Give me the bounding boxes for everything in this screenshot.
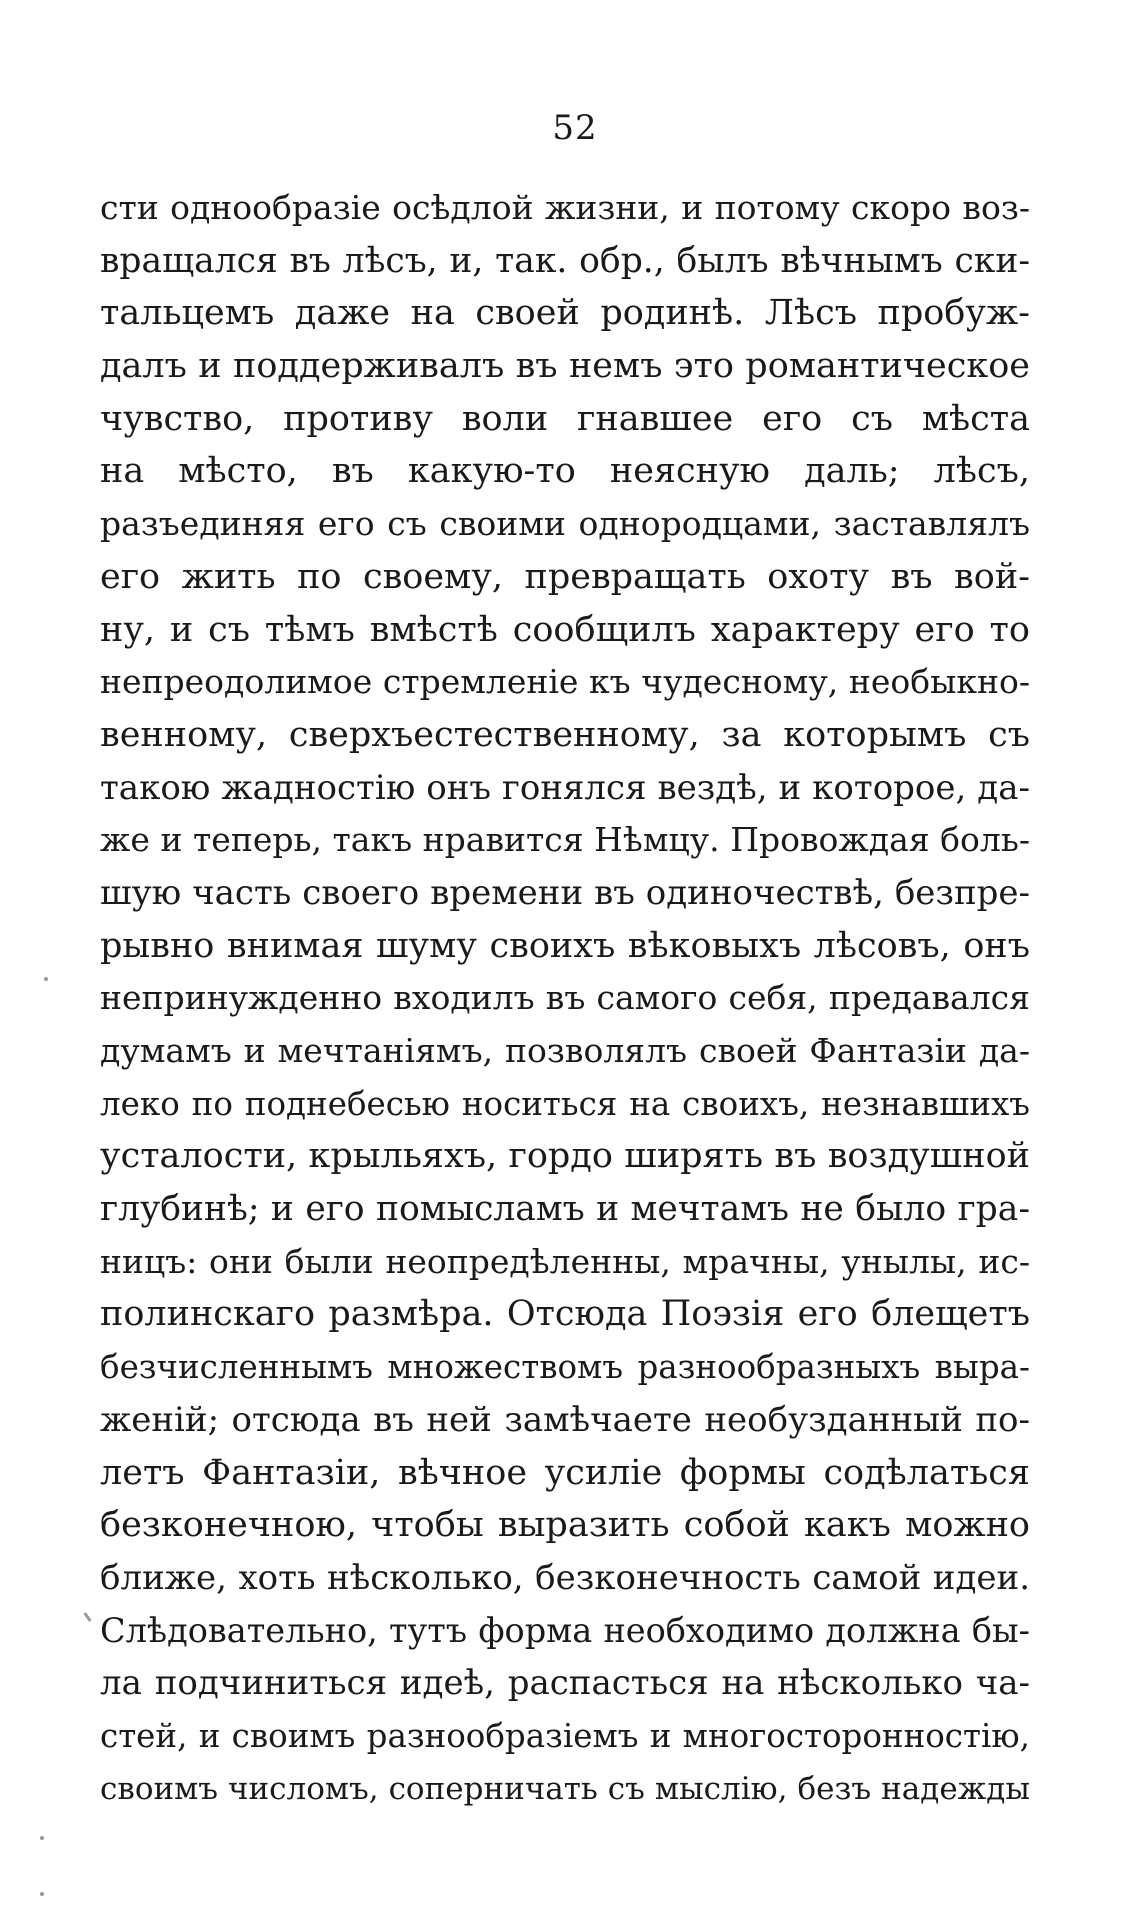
paper-speck: [83, 1612, 91, 1622]
text-line: непринужденно входилъ въ самого себя, предавался: [100, 978, 1030, 1018]
text-line: рывно внимая шуму своихъ вѣковыхъ лѣсовъ, онъ: [100, 925, 1030, 966]
text-line: ла подчиниться идеѣ, распасться на нѣсколько ча-: [100, 1663, 1030, 1704]
text-line: венному, сверхъестественному, за которымъ съ: [100, 714, 1030, 755]
page-number: 52: [552, 108, 598, 148]
text-line: такою жадностію онъ гонялся вездѣ, и которое, да-: [100, 767, 1030, 808]
paper-speck: [40, 1892, 44, 1896]
text-line: разъединяя его съ своими однородцами, заставлялъ: [100, 504, 1030, 544]
text-line: леко по поднебесью носиться на своихъ, незнавшихъ: [100, 1084, 1030, 1123]
text-line: Слѣдовательно, тутъ форма необходимо должна бы-: [100, 1610, 1030, 1650]
text-line: безконечною, чтобы выразить собой какъ можно: [100, 1505, 1030, 1546]
text-line: ницъ: они были неопредѣленны, мрачны, унылы, ис-: [100, 1241, 1030, 1281]
text-line: чувство, противу воли гнавшее его съ мѣста: [100, 398, 1030, 439]
text-line: своимъ числомъ, соперничать съ мыслію, безъ надежды: [100, 1770, 1030, 1807]
text-line: же и теперь, такъ нравится Нѣмцу. Провождая боль-: [100, 820, 1030, 860]
text-line: шую часть своего времени въ одиночествѣ, безпре-: [100, 872, 1030, 913]
paper-speck: [40, 1836, 44, 1840]
text-line: полинскаго размѣра. Отсюда Поэзія его блещетъ: [100, 1294, 1030, 1335]
text-line: его жить по своему, превращать охоту въ вой-: [100, 556, 1030, 597]
text-line: летъ Фантазіи, вѣчное усиліе формы содѣлаться: [100, 1452, 1030, 1493]
text-line: женій; отсюда въ ней замѣчаете необузданный по-: [100, 1399, 1030, 1440]
paper-speck: [44, 977, 48, 981]
text-line: на мѣсто, въ какую-то неясную даль; лѣсъ,: [100, 451, 1030, 492]
text-line: думамъ и мечтаніямъ, позволялъ своей Фантазіи да-: [100, 1031, 1030, 1070]
text-line: ближе, хоть нѣсколько, безконечность самой идеи.: [100, 1557, 1030, 1598]
body-text: [100, 182, 1030, 1815]
text-line: сти однообразіе осѣдлой жизни, и потому скоро воз-: [100, 188, 1030, 227]
text-line: усталости, крыльяхъ, гордо ширять въ воздушной: [100, 1136, 1030, 1177]
text-line: глубинѣ; и его помысламъ и мечтамъ не было гра-: [100, 1189, 1030, 1230]
text-line: непреодолимое стремленіе къ чудесному, необыкно-: [100, 662, 1030, 702]
text-line: вращался въ лѣсъ, и, так. обр., былъ вѣчнымъ ски-: [100, 240, 1030, 281]
text-line: безчисленнымъ множествомъ разнообразныхъ выра-: [100, 1348, 1030, 1387]
text-line: ну, и съ тѣмъ вмѣстѣ сообщилъ характеру его то: [100, 609, 1030, 650]
text-line: стей, и своимъ разнообразіемъ и многосторонностію,: [100, 1716, 1030, 1755]
text-line: далъ и поддерживалъ въ немъ это романтическое: [100, 346, 1030, 387]
text-line: тальцемъ даже на своей родинѣ. Лѣсъ пробуж-: [100, 293, 1030, 334]
